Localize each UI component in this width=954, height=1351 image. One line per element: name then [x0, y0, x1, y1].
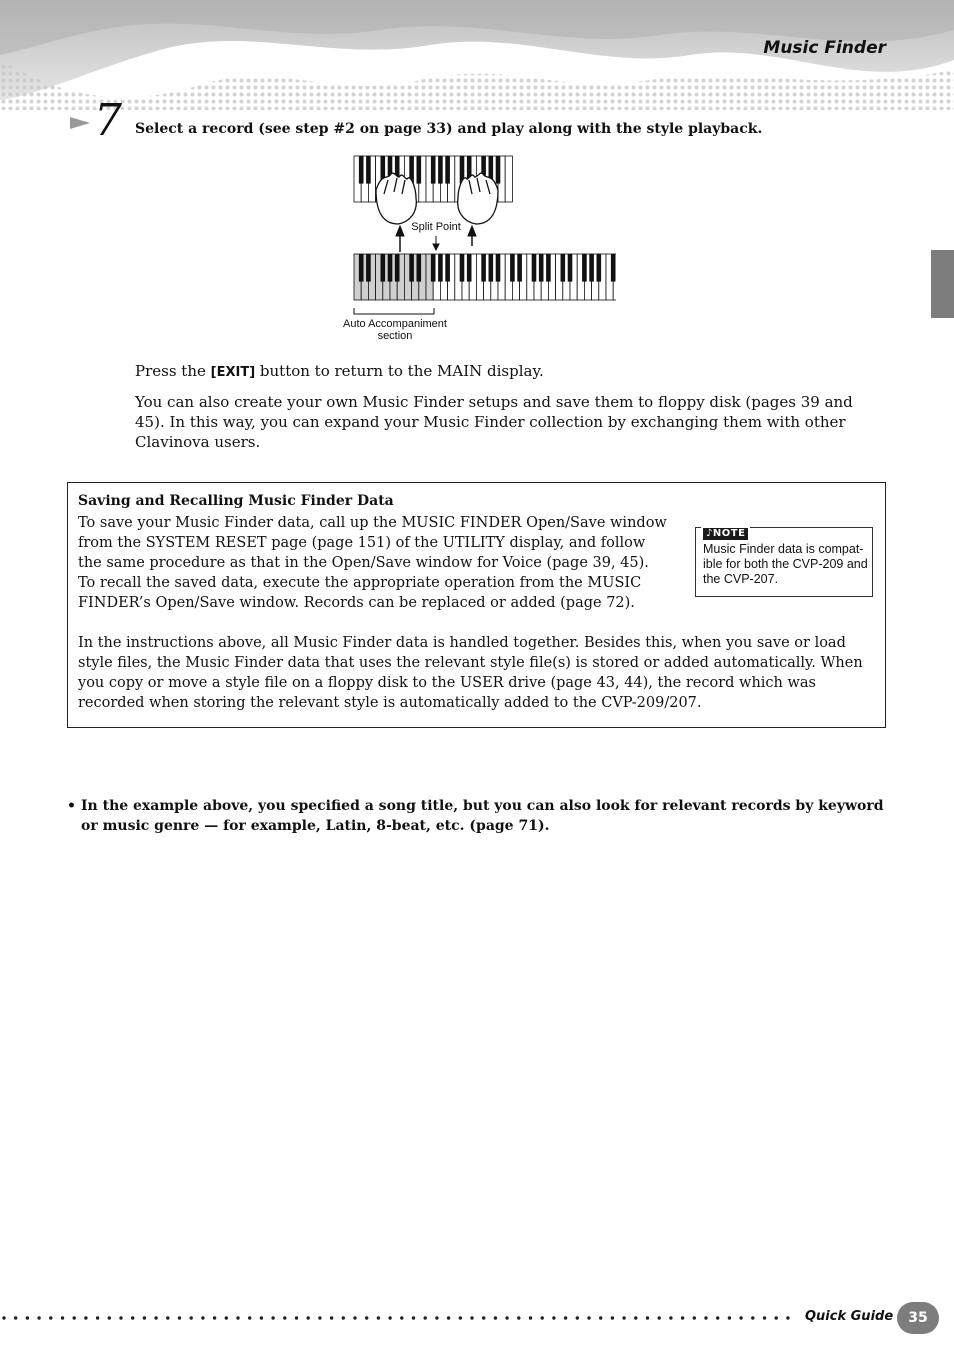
- note-text: Music Finder data is compat-ible for both the CVP-209 and the CVP-207.: [703, 542, 868, 586]
- black-key: [546, 254, 551, 282]
- footer-dot: [611, 1316, 614, 1319]
- footer-dot: [775, 1316, 778, 1319]
- black-key: [438, 156, 443, 184]
- footer-dot: [693, 1316, 696, 1319]
- footer-dot: [529, 1316, 532, 1319]
- footer-dot: [388, 1316, 391, 1319]
- footer-dot: [271, 1316, 274, 1319]
- footer-dot: [739, 1316, 742, 1319]
- footer-dot: [576, 1316, 579, 1319]
- footer-dot: [681, 1316, 684, 1319]
- footer-dot: [634, 1316, 637, 1319]
- note-badge-label: ♪NOTE: [703, 528, 748, 540]
- black-key: [359, 254, 364, 282]
- footer-dot: [587, 1316, 590, 1319]
- black-key: [589, 254, 594, 282]
- exit-instruction: [135, 361, 875, 383]
- info-box-paragraph-1: To save your Music Finder data, call up the MUSIC FINDER Open/Save window from the SYSTEM RESET page (page 151) of the UTILITY display, and follow the same procedure as that in the Open/Save window for Voice (page 39, 45). To recall the saved data, execute the appropriate operation from the MUSIC FINDER’s Open/Save window. Records can be replaced or added (page 72).: [78, 515, 667, 611]
- footer-dot: [564, 1316, 567, 1319]
- exit-instruction-post: button to return to the MAIN display.: [255, 362, 544, 380]
- footer-dot: [119, 1316, 122, 1319]
- black-key: [611, 254, 616, 282]
- black-key: [510, 254, 515, 282]
- footer-dot: [377, 1316, 380, 1319]
- step-arrow-icon: [70, 117, 90, 129]
- footer-label: Quick Guide: [805, 1309, 894, 1324]
- note-badge: [701, 521, 750, 540]
- black-key: [539, 254, 544, 282]
- footer-dot: [260, 1316, 263, 1319]
- black-key: [388, 254, 393, 282]
- info-box-paragraph-2: In the instructions above, all Music Finder data is handled together. Besides this, when you save or load style files, the Music Finder data that uses the relevant style file(s) is stored or added automatically. When you copy or move a style file on a floppy disk to the USER drive (page 43, 44), the record which was recorded when storing the relevant style is automatically added to the CVP-209/207.: [78, 635, 863, 711]
- footer-dot: [131, 1316, 134, 1319]
- lower-keyboard: [354, 254, 616, 300]
- footer-dot: [73, 1316, 76, 1319]
- note-box: [695, 527, 873, 597]
- section-tab-marker: [931, 250, 954, 318]
- black-key: [467, 254, 472, 282]
- footer-dot: [459, 1316, 462, 1319]
- footer-dot: [225, 1316, 228, 1319]
- footer-dot: [307, 1316, 310, 1319]
- black-key: [438, 254, 443, 282]
- bullet-text: In the example above, you specified a song title, but you can also look for relevant records by keyword or music genre — for example, Latin, 8-beat, etc. (page 71).: [81, 798, 884, 834]
- auto-accompaniment-label-line2: section: [377, 330, 413, 342]
- footer-dot: [96, 1316, 99, 1319]
- split-point-arrow-icon: [433, 236, 439, 250]
- footer-dot: [658, 1316, 661, 1319]
- footer-dot: [646, 1316, 649, 1319]
- footer-dot: [447, 1316, 450, 1319]
- footer-dot: [751, 1316, 754, 1319]
- black-key: [445, 156, 450, 184]
- footer-dot: [704, 1316, 707, 1319]
- black-key: [431, 254, 436, 282]
- exit-button-label: [EXIT]: [210, 365, 256, 380]
- left-hand-icon: [376, 173, 416, 224]
- footer-dot: [763, 1316, 766, 1319]
- black-key: [431, 156, 436, 184]
- footer-dot: [84, 1316, 87, 1319]
- white-key: [505, 156, 512, 202]
- footer-dot: [517, 1316, 520, 1319]
- right-hand-icon: [458, 173, 498, 224]
- black-key: [496, 156, 501, 184]
- footer-dot: [342, 1316, 345, 1319]
- page-number: 35: [897, 1302, 939, 1334]
- footer-dot: [669, 1316, 672, 1319]
- footer-dot: [178, 1316, 181, 1319]
- footer-dot: [424, 1316, 427, 1319]
- step-instruction: Select a record (see step #2 on page 33) and play along with the style playback.: [135, 121, 763, 137]
- footer-dot: [494, 1316, 497, 1319]
- info-box: [67, 482, 886, 728]
- footer-dot: [143, 1316, 146, 1319]
- footer-dot: [541, 1316, 544, 1319]
- bullet-tip: [67, 796, 887, 836]
- black-key: [496, 254, 501, 282]
- running-header-title: Music Finder: [763, 38, 886, 58]
- black-key: [517, 254, 522, 282]
- footer-dot: [295, 1316, 298, 1319]
- footer-dot: [330, 1316, 333, 1319]
- footer-dot: [412, 1316, 415, 1319]
- footer-dot: [236, 1316, 239, 1319]
- footer-dot: [49, 1316, 52, 1319]
- footer-dot: [482, 1316, 485, 1319]
- black-key: [488, 254, 493, 282]
- black-key: [481, 254, 486, 282]
- keyboard-split-diagram: [336, 150, 616, 350]
- footer-dot: [400, 1316, 403, 1319]
- split-point-label: Split Point: [411, 221, 461, 233]
- footer-dot: [552, 1316, 555, 1319]
- black-key: [366, 156, 371, 184]
- footer-dot: [470, 1316, 473, 1319]
- black-key: [359, 156, 364, 184]
- black-key: [532, 254, 537, 282]
- footer-dot: [353, 1316, 356, 1319]
- custom-setups-paragraph: You can also create your own Music Finder setups and save them to floppy disk (pages 39 and 45). In this way, you can expand your Music Finder collection by exchanging them with other Clavinova users.: [135, 393, 853, 451]
- black-key: [380, 254, 385, 282]
- auto-accompaniment-label: [326, 318, 464, 342]
- footer-dot: [716, 1316, 719, 1319]
- accompaniment-bracket: [354, 308, 434, 314]
- footer-dot: [166, 1316, 169, 1319]
- black-key: [416, 254, 421, 282]
- footer-dot: [248, 1316, 251, 1319]
- footer-dot: [599, 1316, 602, 1319]
- footer-dot: [786, 1316, 789, 1319]
- up-arrow-right-icon: [468, 226, 476, 246]
- black-key: [568, 254, 573, 282]
- black-key: [596, 254, 601, 282]
- footer-dot: [61, 1316, 64, 1319]
- black-key: [416, 156, 421, 184]
- footer-dot: [435, 1316, 438, 1319]
- info-box-title: Saving and Recalling Music Finder Data: [78, 493, 394, 509]
- footer-dot: [283, 1316, 286, 1319]
- footer-dot: [318, 1316, 321, 1319]
- black-key: [560, 254, 565, 282]
- black-key: [366, 254, 371, 282]
- footer-dot: [108, 1316, 111, 1319]
- footer-dot: [14, 1316, 17, 1319]
- footer-dot: [37, 1316, 40, 1319]
- footer-dot: [728, 1316, 731, 1319]
- exit-instruction-pre: Press the: [135, 362, 211, 380]
- footer-dot: [365, 1316, 368, 1319]
- footer-dot: [201, 1316, 204, 1319]
- black-key: [409, 254, 414, 282]
- footer-dot-leader: [0, 1311, 800, 1325]
- footer-dot: [505, 1316, 508, 1319]
- footer-dot: [213, 1316, 216, 1319]
- black-key: [460, 254, 465, 282]
- black-key: [582, 254, 587, 282]
- footer-dot: [2, 1316, 5, 1319]
- black-key: [395, 254, 400, 282]
- black-key: [445, 254, 450, 282]
- footer-dot: [622, 1316, 625, 1319]
- auto-accompaniment-label-line1: Auto Accompaniment: [343, 318, 447, 330]
- footer-dot: [190, 1316, 193, 1319]
- step-number: 7: [94, 95, 122, 146]
- footer-dot: [26, 1316, 29, 1319]
- footer-dot: [154, 1316, 157, 1319]
- up-arrow-left-icon: [396, 226, 404, 252]
- bullet-mark: •: [67, 798, 76, 814]
